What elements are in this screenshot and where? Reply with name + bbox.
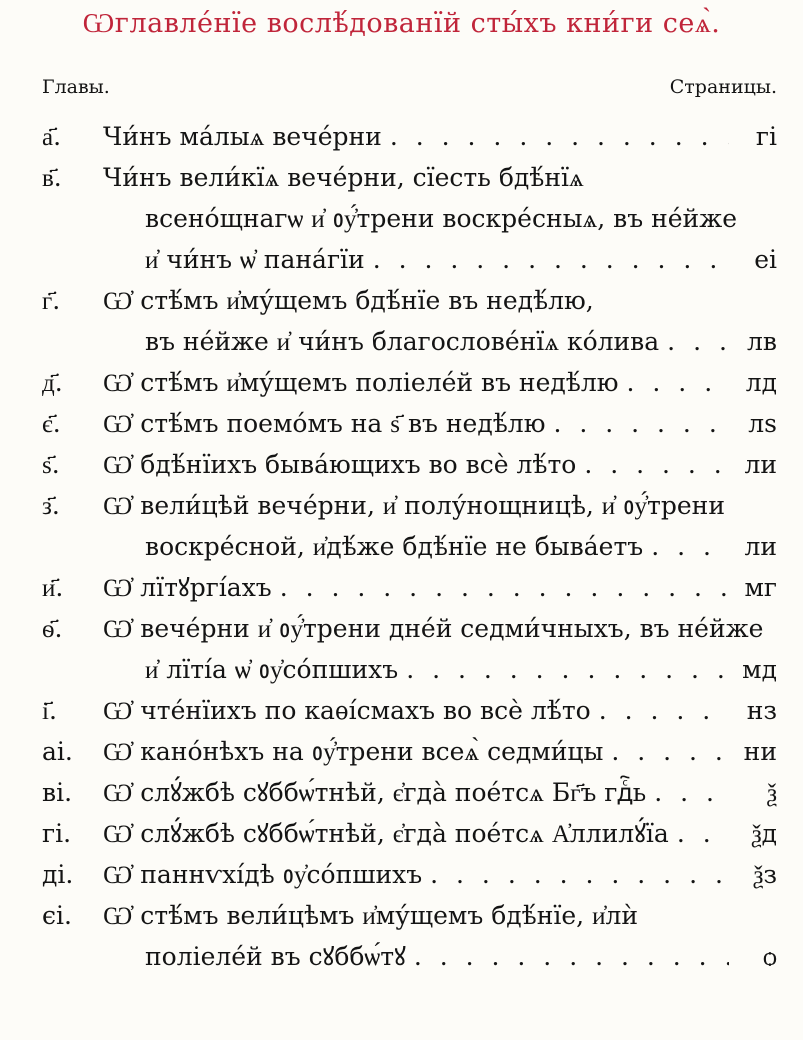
- page-number: мд: [742, 655, 777, 684]
- chapter-title: Ѡ҆ стѣ́мъ и҆му́щемъ бдѣ́нїе въ недѣ́лю,: [103, 286, 594, 315]
- chapter-title: Ѡ҆ паннѵхі́дѣ ᲂу҆со́пшихъ: [103, 860, 423, 889]
- toc-entry[interactable]: [0, 444, 803, 485]
- chapter-title: Ѡ҆ лїтꙋргі́ахъ: [103, 573, 272, 602]
- pages-header: Страницы.: [669, 76, 777, 98]
- chapter-title: Ѡ҆ стѣ́мъ поемо́мъ на ѕ҃ въ недѣ́лю: [103, 409, 546, 438]
- toc-entry[interactable]: [0, 567, 803, 608]
- dot-leader: [643, 526, 729, 567]
- page-number: ѻ: [762, 942, 777, 971]
- dot-leader: [406, 936, 729, 977]
- chapter-number: є҃.: [42, 409, 61, 438]
- chapter-title: воскре́сной, и҆дѣ́же бдѣ́нїе не быва́етъ: [145, 532, 644, 561]
- chapter-number: д҃.: [42, 368, 63, 397]
- page-number: ѯ: [767, 778, 777, 807]
- toc-entry-line: [0, 895, 803, 936]
- dot-leader: [659, 321, 729, 362]
- chapter-title-with-leader: [103, 116, 729, 157]
- dot-leader: [382, 116, 729, 157]
- toc-entry[interactable]: [0, 772, 803, 813]
- toc-entry-line: [0, 485, 803, 526]
- page-number: лд: [745, 368, 777, 397]
- toc-entry-line: [0, 321, 803, 362]
- chapter-number: і҃.: [42, 696, 57, 725]
- chapter-title: Ѡ҆ слꙋ́жбѣ сꙋббѡ́тнѣй, є҆гда̀ пое́тсѧ А҆ллилꙋ́їа: [103, 819, 669, 848]
- dot-leader: [646, 772, 729, 813]
- chapter-title: всено́щнагѡ и҆ ᲂу҆́трени воскре́сныѧ, въ не́йже: [145, 204, 737, 233]
- chapter-title: Чи́нъ ма́лыѧ вече́рни: [103, 122, 382, 151]
- chapter-title-with-leader: [145, 649, 729, 690]
- chapter-title-with-leader: [145, 321, 729, 362]
- chapter-number: и҃.: [42, 573, 64, 602]
- chapter-title-with-leader: [103, 444, 729, 485]
- chapter-number: ді.: [42, 860, 74, 889]
- toc-entry-line: [0, 403, 803, 444]
- chapter-number: в҃.: [42, 163, 62, 192]
- toc-entry-line: [0, 854, 803, 895]
- toc-entry-line: [0, 280, 803, 321]
- toc-entry-line: [0, 567, 803, 608]
- toc-entry[interactable]: [0, 116, 803, 157]
- chapter-title: и҆ чи́нъ ѡ҆ пана́гїи: [145, 245, 365, 274]
- chapter-title-with-leader: [103, 403, 729, 444]
- chapter-title-with-leader: [145, 239, 729, 280]
- toc-entry-line: [0, 157, 803, 198]
- dot-leader: [576, 444, 729, 485]
- chapter-title: Ѡ҆ стѣ́мъ и҆му́щемъ поліеле́й въ недѣ́лю: [103, 368, 619, 397]
- dot-leader: [422, 854, 729, 895]
- chapter-title: въ не́йже и҆ чи́нъ благослове́нїѧ ко́лива: [145, 327, 660, 356]
- page-number: мг: [744, 573, 777, 602]
- chapter-number: з҃.: [42, 491, 60, 520]
- chapter-title: Ѡ҆ стѣ́мъ вели́цѣмъ и҆му́щемъ бдѣ́нїе, и҆лѝ: [103, 901, 638, 930]
- toc-entry-line: [0, 731, 803, 772]
- dot-leader: [545, 403, 729, 444]
- toc-entry-line: [0, 444, 803, 485]
- page-number: еі: [754, 245, 777, 274]
- chapter-title-with-leader: [103, 362, 729, 403]
- toc-list: [0, 116, 803, 977]
- toc-entry-line: [0, 936, 803, 977]
- chapter-title-with-leader: [145, 936, 729, 977]
- toc-entry-line: [0, 690, 803, 731]
- chapter-title-with-leader: [103, 854, 729, 895]
- chapter-title: Ѡ҆ вече́рни и҆ ᲂу҆́трени дне́й седми́чныхъ, въ не́йже: [103, 614, 764, 643]
- chapter-title: и҆ лїті́а ѡ҆ ᲂу҆со́пшихъ: [145, 655, 399, 684]
- toc-entry[interactable]: [0, 157, 803, 280]
- chapter-title: Ѡ҆ кано́нѣхъ на ᲂу҆́трени всеѧ̀ седми́цы: [103, 737, 604, 766]
- chapter-title-with-leader: [103, 772, 729, 813]
- toc-entry[interactable]: [0, 608, 803, 690]
- chapter-title: Ѡ҆ вели́цѣй вече́рни, и҆ полу́нощницѣ, и҆ ᲂу҆́трени: [103, 491, 725, 520]
- page-number: гі: [755, 122, 777, 151]
- chapter-title: Ѡ҆ слꙋ́жбѣ сꙋббѡ́тнѣй, є҆гда̀ пое́тсѧ Бг҃ъ гдⷭ҇ь: [103, 778, 647, 807]
- dot-leader: [591, 690, 729, 731]
- toc-entry-line: [0, 813, 803, 854]
- chapter-number: ві.: [42, 778, 73, 807]
- toc-entry[interactable]: [0, 485, 803, 567]
- toc-entry[interactable]: [0, 690, 803, 731]
- toc-entry[interactable]: [0, 731, 803, 772]
- chapter-number: ѕ҃.: [42, 450, 60, 479]
- toc-entry-line: [0, 362, 803, 403]
- toc-entry[interactable]: [0, 813, 803, 854]
- chapter-title-with-leader: [103, 731, 729, 772]
- chapter-number: а҃.: [42, 122, 62, 151]
- chapter-title: Чи́нъ вели́кїѧ вече́рни, сїесть бдѣ́нїѧ: [103, 163, 584, 192]
- page-number: ѯд: [751, 819, 777, 848]
- toc-entry[interactable]: [0, 362, 803, 403]
- toc-entry-line: [0, 526, 803, 567]
- toc-entry-line: [0, 649, 803, 690]
- toc-entry-line: [0, 116, 803, 157]
- chapter-title: поліеле́й въ сꙋббѡ́тꙋ: [145, 942, 406, 971]
- dot-leader: [272, 567, 729, 608]
- chapter-number: г҃.: [42, 286, 61, 315]
- page-number: ли: [744, 532, 777, 561]
- chapter-number: аі.: [42, 737, 73, 766]
- toc-entry[interactable]: [0, 403, 803, 444]
- chapter-number: ѳ҃.: [42, 614, 63, 643]
- toc-entry-line: [0, 239, 803, 280]
- page-number: ни: [743, 737, 777, 766]
- chapters-header: Главы.: [42, 76, 110, 98]
- chapter-number: гі.: [42, 819, 72, 848]
- toc-entry-line: [0, 198, 803, 239]
- page-number: лѕ: [748, 409, 777, 438]
- chapter-title: Ѡ҆ чте́нїихъ по каѳі́смахъ во всѐ лѣ́то: [103, 696, 591, 725]
- chapter-title: Ѡ҆ бдѣ́нїихъ быва́ющихъ во всѐ лѣ́то: [103, 450, 577, 479]
- page-number: лв: [747, 327, 777, 356]
- dot-leader: [398, 649, 729, 690]
- toc-entry[interactable]: [0, 280, 803, 362]
- dot-leader: [365, 239, 729, 280]
- dot-leader: [619, 362, 729, 403]
- chapter-number: єі.: [42, 901, 72, 930]
- chapter-title-with-leader: [103, 813, 729, 854]
- chapter-title-with-leader: [145, 526, 729, 567]
- page-number: ли: [744, 450, 777, 479]
- toc-entry[interactable]: [0, 854, 803, 895]
- toc-entry-line: [0, 772, 803, 813]
- chapter-title-with-leader: [103, 690, 729, 731]
- page-number: ѯз: [753, 860, 777, 889]
- page-title: Ѡглавле́нїе воcлѣ́дованїй сты́хъ кни́ги сеѧ̀.: [82, 8, 721, 39]
- toc-entry-line: [0, 608, 803, 649]
- toc-entry[interactable]: [0, 895, 803, 977]
- page-number: нз: [746, 696, 777, 725]
- chapter-title-with-leader: [103, 567, 729, 608]
- dot-leader: [603, 731, 729, 772]
- dot-leader: [669, 813, 729, 854]
